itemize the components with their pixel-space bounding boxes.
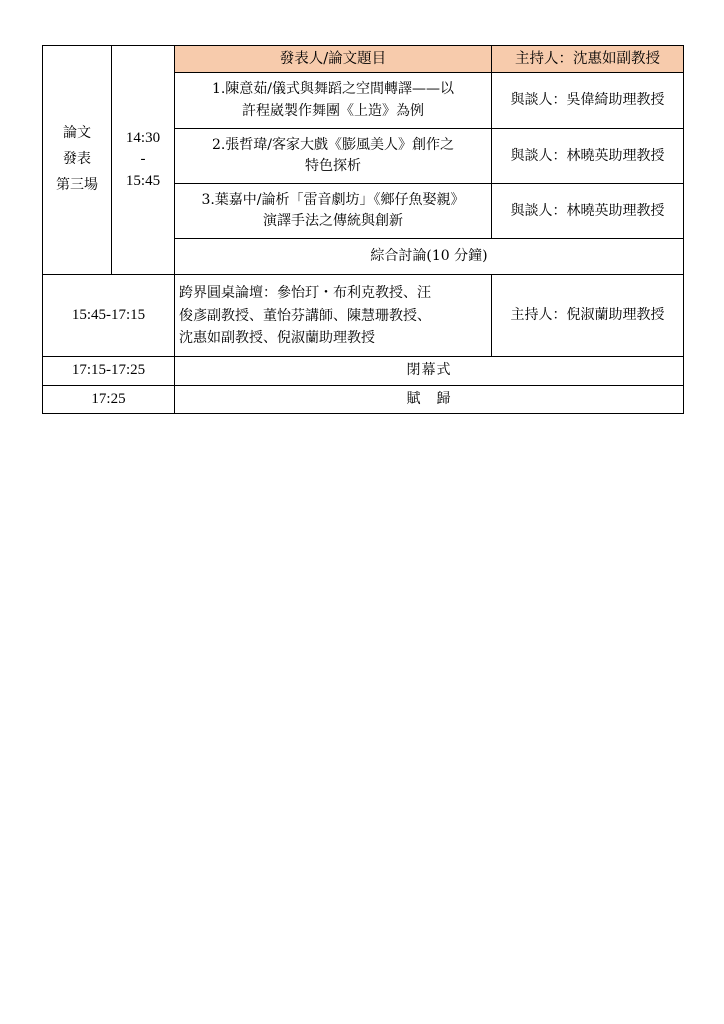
schedule-table — [42, 45, 684, 414]
session-label-line3: 第三場 — [56, 177, 98, 194]
session-label-line1: 論文 — [63, 125, 91, 142]
general-discussion: 綜合討論(10 分鐘) — [175, 239, 684, 275]
paper-title-3 — [175, 184, 492, 239]
paper-2-line1: 2.張哲瑋/客家大戲《膨風美人》創作之 — [211, 136, 455, 153]
session-time-start: 14:30 — [125, 129, 161, 146]
forum-time: 15:45-17:15 — [43, 275, 175, 357]
presenter-title-header: 發表人/論文題目 — [175, 46, 492, 73]
paper-3-line1: 3.葉嘉中/論析「雷音劇坊」《鄉仔魚娶親》 — [201, 191, 465, 208]
closing-ceremony: 閉幕式 — [175, 357, 684, 385]
paper-title-1 — [175, 73, 492, 129]
paper-2-discussant: 與談人：林曉英助理教授 — [492, 129, 684, 184]
closing-time: 17:15-17:25 — [43, 357, 175, 385]
paper-3-line2: 演譯手法之傳統與創新 — [263, 213, 403, 230]
session-label — [43, 46, 112, 275]
host-header: 主持人：沈惠如副教授 — [492, 46, 684, 73]
session-time — [112, 46, 175, 275]
forum-line1: 跨界圓桌論壇：參怡玎・布利克教授、汪 — [179, 285, 431, 302]
forum-line2: 俊彥副教授、董怡芬講師、陳慧珊教授、 — [179, 307, 431, 324]
forum-row — [43, 275, 684, 357]
forum-line3: 沈惠如副教授、倪淑蘭助理教授 — [179, 330, 375, 347]
forum-participants — [175, 275, 492, 357]
closing-row — [43, 357, 684, 385]
header-row — [43, 46, 684, 73]
paper-title-2 — [175, 129, 492, 184]
paper-1-discussant: 與談人：吳偉綺助理教授 — [492, 73, 684, 129]
session-label-line2: 發表 — [63, 151, 91, 168]
forum-host: 主持人：倪淑蘭助理教授 — [492, 275, 684, 357]
return-home: 賦 歸 — [175, 385, 684, 413]
paper-2-line2: 特色探析 — [305, 158, 361, 175]
paper-1-line1: 1.陳意茹/儀式與舞蹈之空間轉譯——以 — [211, 81, 455, 98]
return-row — [43, 385, 684, 413]
session-time-sep: - — [140, 151, 146, 168]
session-time-end: 15:45 — [125, 173, 161, 190]
paper-1-line2: 許程崴製作舞團《上造》為例 — [242, 102, 424, 119]
paper-3-discussant: 與談人：林曉英助理教授 — [492, 184, 684, 239]
return-time: 17:25 — [43, 385, 175, 413]
